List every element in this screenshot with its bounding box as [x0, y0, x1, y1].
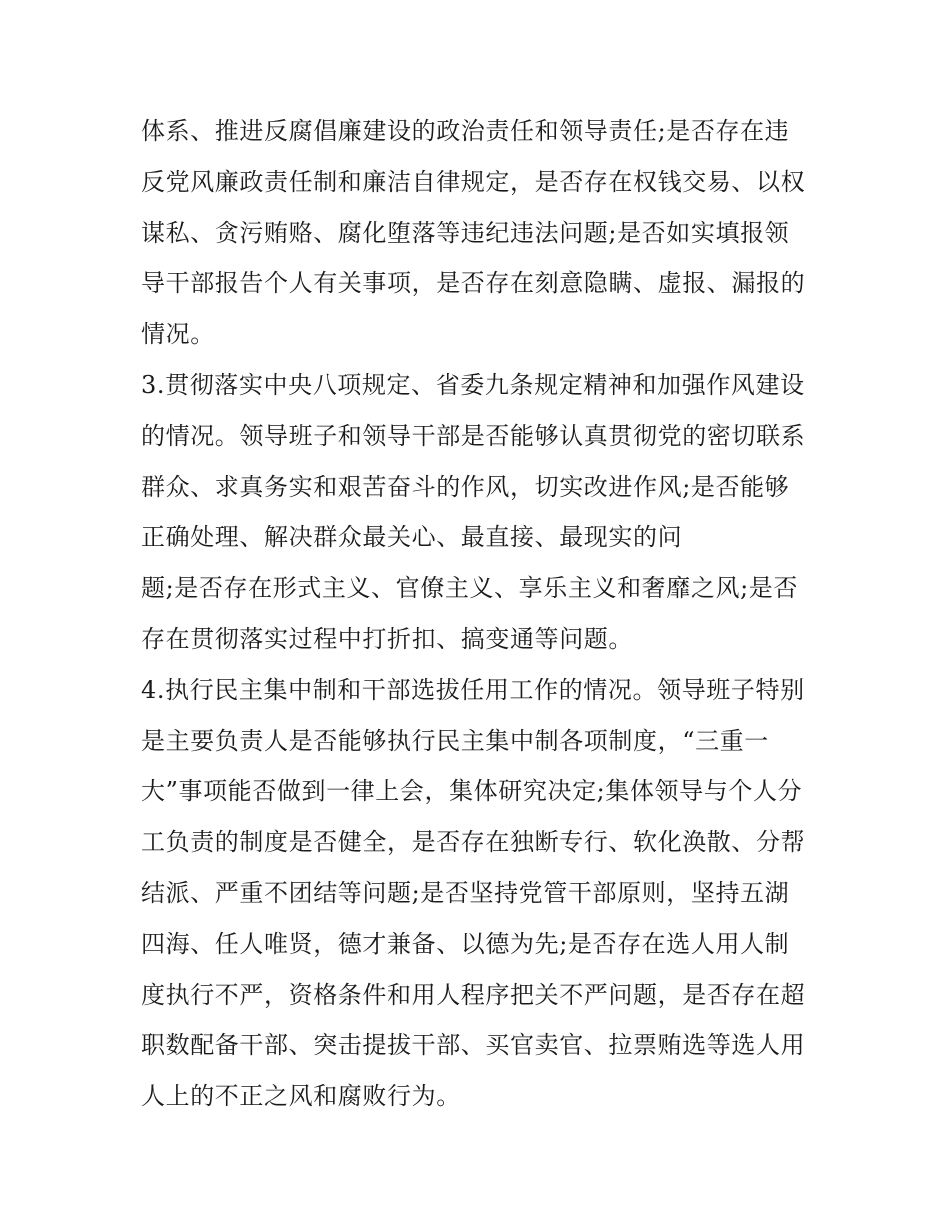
text-line-3: 谋私、贪污贿赂、腐化堕落等违纪违法问题;是否如实填报领 — [141, 218, 790, 247]
text-line-14: 大”事项能否做到一律上会，集体研究决定;集体领导与个人分 — [141, 777, 803, 806]
section-3-heading-line: 3.贯彻落实中央八项规定、省委九条规定精神和加强作风建设 — [141, 370, 805, 399]
text-line-19: 职数配备干部、突击提拔干部、买官卖官、拉票贿选等选人用 — [141, 1031, 806, 1060]
text-line-7: 的情况。领导班子和领导干部是否能够认真贯彻党的密切联系 — [141, 421, 806, 450]
text-line-10: 题;是否存在形式主义、官僚主义、享乐主义和奢靡之风;是否 — [141, 574, 798, 603]
body-text — [141, 106, 821, 1122]
text-line-20: 人上的不正之风和腐败行为。 — [141, 1082, 461, 1111]
text-line-15: 工负责的制度是否健全，是否存在独断专行、软化涣散、分帮 — [141, 828, 806, 857]
text-line-1: 体系、推进反腐倡廉建设的政治责任和领导责任;是否存在违 — [141, 117, 790, 145]
text-line-13: 是主要负责人是否能够执行民主集中制各项制度，“三重一 — [141, 726, 769, 755]
text-line-11: 存在贯彻落实过程中打折扣、搞变通等问题。 — [141, 624, 633, 653]
text-line-2: 反党风廉政责任制和廉洁自律规定，是否存在权钱交易、以权 — [141, 167, 806, 196]
text-line-9: 正确处理、解决群众最关心、最直接、最现实的问 — [141, 523, 683, 552]
text-line-16: 结派、严重不团结等问题;是否坚持党管干部原则，坚持五湖 — [141, 878, 790, 907]
text-line-18: 度执行不严，资格条件和用人程序把关不严问题，是否存在超 — [141, 980, 806, 1009]
text-line-8: 群众、求真务实和艰苦奋斗的作风，切实改进作风;是否能够 — [141, 472, 790, 501]
section-4-heading-line: 4.执行民主集中制和干部选拔任用工作的情况。领导班子特别 — [141, 675, 805, 704]
text-line-4: 导干部报告个人有关事项，是否存在刻意隐瞒、虚报、漏报的 — [141, 269, 806, 298]
text-line-17: 四海、任人唯贤，德才兼备、以德为先;是否存在选人用人制 — [141, 929, 790, 958]
text-line-5: 情况。 — [141, 320, 215, 349]
